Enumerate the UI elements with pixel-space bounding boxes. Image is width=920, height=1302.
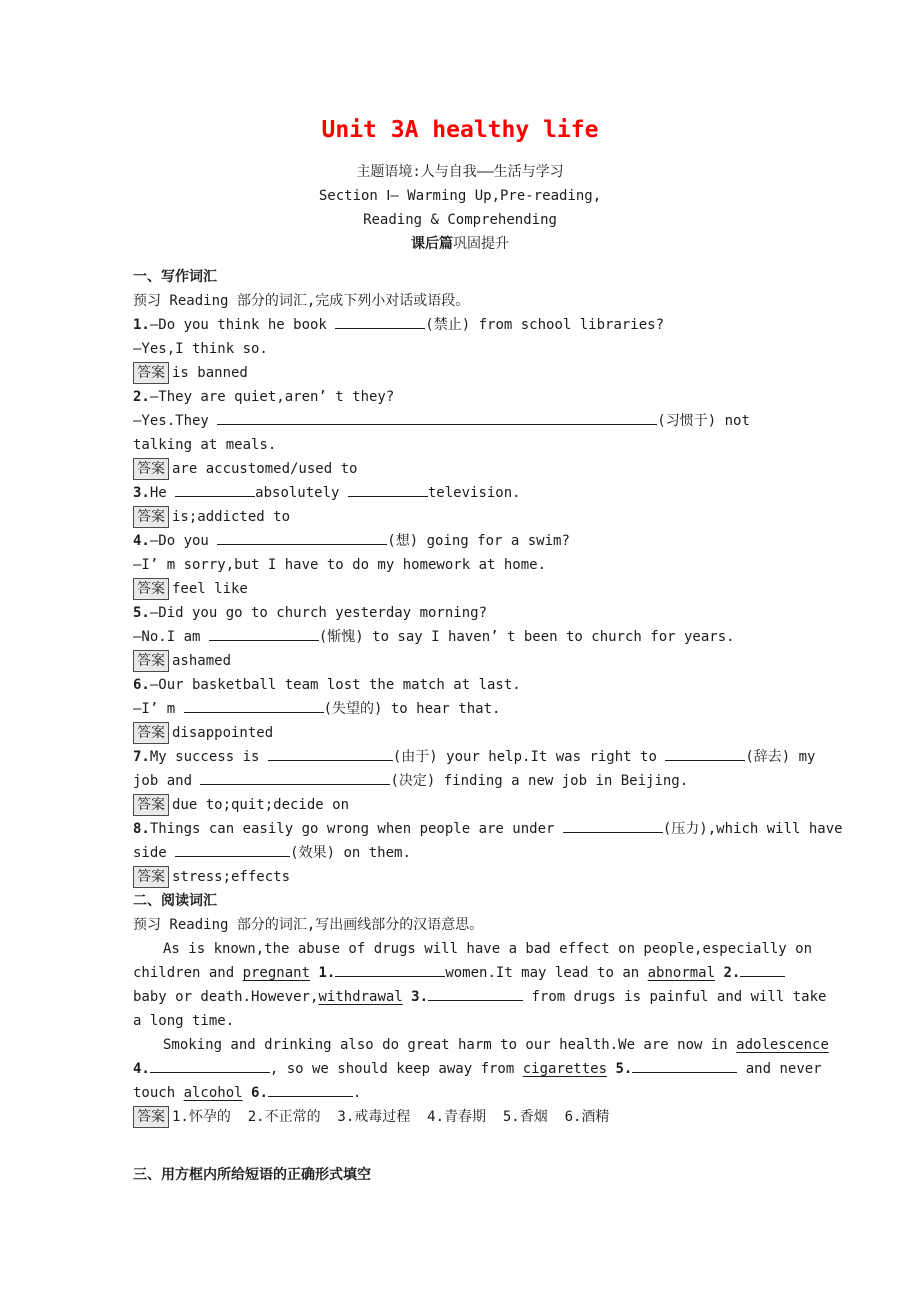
- q4-fill-blank: [217, 531, 387, 545]
- q2-line2: [133, 409, 832, 433]
- q7-fill-blank-3: [200, 771, 390, 785]
- q3-text-b: absolutely: [255, 485, 348, 501]
- section1-intro: 预习 Reading 部分的词汇,完成下列小对话或语段。: [133, 293, 470, 309]
- q5-text: —Did you go to church yesterday morning?: [149, 605, 488, 621]
- q1-text-a: —Do you think he book: [149, 317, 336, 333]
- answer-label-box: 答案: [133, 506, 169, 528]
- q6-answer-line: [133, 721, 832, 745]
- q6-fill-blank: [184, 699, 324, 713]
- p2-text-a: Smoking and drinking also do great harm to our health.We are now in: [163, 1037, 737, 1053]
- q7-text-c: (辞去) my: [745, 749, 816, 765]
- p1-fill-blank-3: [428, 987, 523, 1001]
- answer-label-box: 答案: [133, 722, 169, 744]
- section-subtitle-line2: Reading & Comprehending: [363, 212, 557, 228]
- q8-text-a: Things can easily go wrong when people are under: [149, 821, 563, 837]
- answer-label-box: 答案: [133, 458, 169, 480]
- q4-text-b: (想) going for a swim?: [387, 533, 570, 549]
- q8-line1: [133, 817, 843, 841]
- q7-line2: [133, 769, 832, 793]
- q6-text-b: (失望的) to hear that.: [323, 701, 501, 717]
- q7-line1: [133, 745, 832, 769]
- p2-fill-blank-6: [268, 1083, 353, 1097]
- q6-line1: [133, 673, 832, 697]
- underlined-word-abnormal: abnormal: [647, 965, 716, 981]
- q1-answer-line: [133, 361, 832, 385]
- q5-fill-blank: [209, 627, 319, 641]
- q8-answer: stress;effects: [172, 869, 291, 885]
- q1-answer: is banned: [172, 365, 248, 381]
- q5-text-a: —No.I am: [133, 629, 209, 645]
- p2-fill-blank-4: [150, 1059, 270, 1073]
- q2-line3: talking at meals.: [133, 437, 277, 453]
- q8-text-c: side: [133, 845, 176, 861]
- q7-number: 7.: [133, 749, 150, 765]
- p2-fill-blank-5: [632, 1059, 737, 1073]
- q1-fill-blank: [335, 315, 425, 329]
- section2-heading: 二、阅读词汇: [133, 893, 217, 909]
- p1-text-a: children and: [133, 965, 243, 981]
- page-header: [0, 112, 920, 256]
- answer-label-box: 答案: [133, 866, 169, 888]
- passage1-line3: [133, 985, 832, 1009]
- p1-blank1-number: 1.: [310, 965, 336, 981]
- q2-number: 2.: [133, 389, 150, 405]
- q3-line1: [133, 481, 832, 505]
- lesson-tag-bold: 课后篇: [411, 236, 453, 252]
- section2-intro: 预习 Reading 部分的词汇,写出画线部分的汉语意思。: [133, 917, 484, 933]
- answer-label-box: 答案: [133, 1106, 169, 1128]
- underlined-word-pregnant: pregnant: [242, 965, 311, 981]
- q8-line2: [133, 841, 832, 865]
- theme-subtitle: 主题语境:人与自我——生活与学习: [356, 164, 564, 180]
- q5-answer: ashamed: [172, 653, 232, 669]
- worksheet-content: [0, 265, 920, 1187]
- vertical-gap: [133, 1129, 832, 1163]
- passage1-line1: As is known,the abuse of drugs will have a bad effect on people,especially on: [163, 941, 813, 957]
- lesson-tag-rest: 巩固提升: [453, 236, 509, 252]
- section1-heading: 一、写作词汇: [133, 269, 217, 285]
- q2-text-b: (习惯于) not: [657, 413, 750, 429]
- q2-text-a: —Yes.They: [133, 413, 218, 429]
- q2-answer-line: [133, 457, 832, 481]
- q7-fill-blank-2: [665, 747, 745, 761]
- q3-number: 3.: [133, 485, 150, 501]
- q3-answer-line: [133, 505, 832, 529]
- q2-text: —They are quiet,aren’ t they?: [149, 389, 395, 405]
- q5-line1: [133, 601, 832, 625]
- underlined-word-cigarettes: cigarettes: [522, 1061, 608, 1077]
- q1-number: 1.: [133, 317, 150, 333]
- q6-answer: disappointed: [172, 725, 274, 741]
- q7-text-a: My success is: [149, 749, 268, 765]
- p1-fill-blank-2: [740, 963, 785, 977]
- q3-fill-blank-2: [348, 483, 428, 497]
- answer-label-box: 答案: [133, 794, 169, 816]
- q4-number: 4.: [133, 533, 150, 549]
- q8-text-b: (压力),which will have: [662, 821, 843, 837]
- q4-line2: —I’ m sorry,but I have to do my homework at home.: [133, 557, 547, 573]
- underlined-word-alcohol: alcohol: [183, 1085, 243, 1101]
- q3-fill-blank-1: [175, 483, 255, 497]
- section-subtitle-line1: Section Ⅰ— Warming Up,Pre-reading,: [318, 188, 602, 204]
- q7-answer: due to;quit;decide on: [172, 797, 350, 813]
- q6-text-a: —I’ m: [133, 701, 184, 717]
- q4-answer: feel like: [172, 581, 248, 597]
- passage2-line1: [133, 1033, 832, 1057]
- p2-blank4-number: 4.: [133, 1061, 150, 1077]
- answer-label-box: 答案: [133, 578, 169, 600]
- lesson-tag: [0, 232, 920, 256]
- q3-text-c: television.: [427, 485, 521, 501]
- passage2-line3: [133, 1081, 832, 1105]
- p1-blank3-number: 3.: [402, 989, 429, 1005]
- p1-fill-blank-1: [335, 963, 445, 977]
- q5-answer-line: [133, 649, 832, 673]
- q6-line2: [133, 697, 832, 721]
- passage2-line2: [133, 1057, 832, 1081]
- p1-text-b: women.It may lead to an: [445, 965, 648, 981]
- q8-fill-blank-2: [175, 843, 290, 857]
- q6-number: 6.: [133, 677, 150, 693]
- q7-fill-blank-1: [268, 747, 393, 761]
- q5-number: 5.: [133, 605, 150, 621]
- q7-text-e: (决定) finding a new job in Beijing.: [390, 773, 689, 789]
- passage1-line2: [133, 961, 832, 985]
- q2-answer: are accustomed/used to: [172, 461, 358, 477]
- passage1-line4: a long time.: [133, 1013, 235, 1029]
- p1-text-d: from drugs is painful and will take: [523, 989, 827, 1005]
- q8-answer-line: [133, 865, 832, 889]
- answer-label-box: 答案: [133, 362, 169, 384]
- section2-answer: 1.怀孕的 2.不正常的 3.戒毒过程 4.青春期 5.香烟 6.酒精: [172, 1109, 610, 1125]
- q7-answer-line: [133, 793, 832, 817]
- q1-line2: —Yes,I think so.: [133, 341, 268, 357]
- subtitle-block: [0, 160, 920, 256]
- p2-text-c: and never: [737, 1061, 822, 1077]
- q8-text-d: (效果) on them.: [290, 845, 411, 861]
- p2-blank5-number: 5.: [607, 1061, 633, 1077]
- q5-line2: [133, 625, 832, 649]
- q6-text: —Our basketball team lost the match at last.: [149, 677, 521, 693]
- section3-heading: 三、用方框内所给短语的正确形式填空: [133, 1167, 371, 1183]
- q7-text-d: job and: [133, 773, 201, 789]
- underlined-word-adolescence: adolescence: [736, 1037, 829, 1053]
- unit-title: Unit 3A healthy life: [321, 117, 599, 143]
- q7-text-b: (由于) your help.It was right to: [392, 749, 666, 765]
- q8-fill-blank-1: [563, 819, 663, 833]
- p1-text-c: baby or death.However,: [133, 989, 319, 1005]
- q1-line1: [133, 313, 832, 337]
- q3-text-a: He: [149, 485, 176, 501]
- q4-line1: [133, 529, 832, 553]
- p2-blank6-number: 6.: [242, 1085, 268, 1101]
- p1-blank2-number: 2.: [715, 965, 741, 981]
- p2-text-d: touch: [133, 1085, 184, 1101]
- q4-text-a: —Do you: [149, 533, 218, 549]
- q2-line1: [133, 385, 832, 409]
- section2-answer-line: [133, 1105, 832, 1129]
- q2-fill-blank: [217, 411, 657, 425]
- q4-answer-line: [133, 577, 832, 601]
- underlined-word-withdrawal: withdrawal: [318, 989, 403, 1005]
- answer-label-box: 答案: [133, 650, 169, 672]
- q5-text-b: (惭愧) to say I haven’ t been to church for years.: [318, 629, 735, 645]
- q8-number: 8.: [133, 821, 150, 837]
- p2-text-e: .: [352, 1085, 362, 1101]
- q3-answer: is;addicted to: [172, 509, 291, 525]
- p2-text-b: , so we should keep away from: [269, 1061, 523, 1077]
- q1-text-b: (禁止) from school libraries?: [425, 317, 665, 333]
